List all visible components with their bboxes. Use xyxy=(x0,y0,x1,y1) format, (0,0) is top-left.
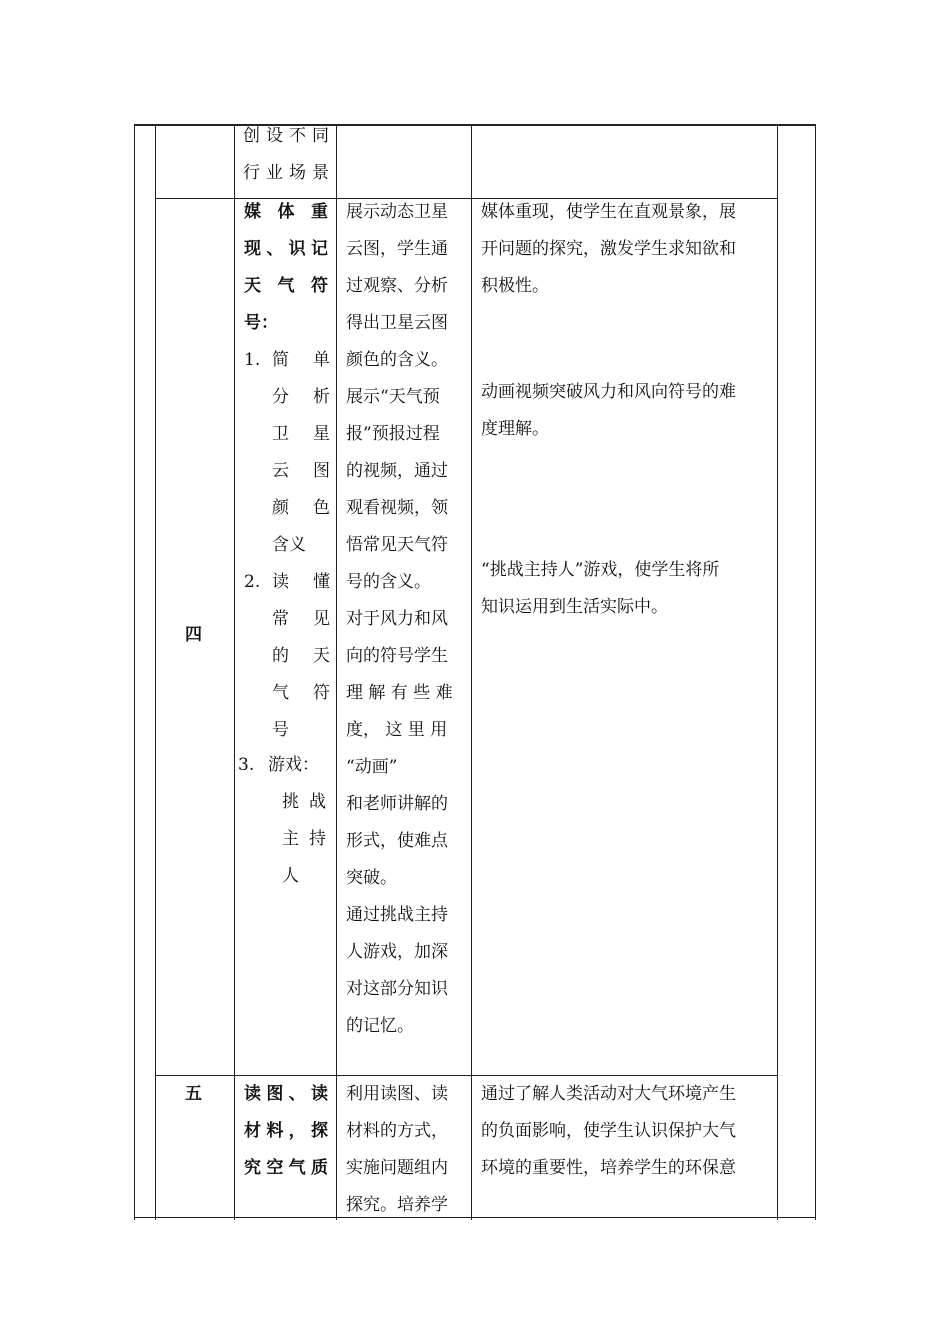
top-row-step-cell xyxy=(243,118,329,192)
table-bottom-border xyxy=(134,1217,816,1218)
activity-line: 报”预报过程 xyxy=(346,424,440,444)
row-4-number: 四 xyxy=(185,625,202,645)
row-5-activity xyxy=(346,1076,464,1224)
item-marker: 1. xyxy=(244,350,261,370)
activity-line: 利用读图、读 xyxy=(346,1084,448,1104)
activity-line: 通过挑战主持 xyxy=(346,905,448,925)
activity-line: 的视频，通过 xyxy=(346,461,448,481)
table-top-border xyxy=(134,124,816,126)
item-line: 气 符 xyxy=(272,683,330,703)
activity-line: 观看视频，领 xyxy=(346,498,448,518)
activity-line: 形式，使难点 xyxy=(346,831,448,851)
intent-line: “挑战主持人”游戏，使学生将所 xyxy=(481,560,720,580)
intent-line: 通过了解人类活动对大气环境产生 xyxy=(481,1084,736,1104)
item-marker: 2. xyxy=(244,572,261,592)
step-line: 行 业 场 景 xyxy=(243,163,329,183)
row-4-title xyxy=(244,194,328,342)
intent-line: 环境的重要性，培养学生的环保意 xyxy=(481,1158,736,1178)
activity-line: 理 解 有 些 难 xyxy=(346,683,453,703)
intent-line: 度理解。 xyxy=(481,419,549,439)
row-5-title xyxy=(244,1076,328,1187)
activity-line: 得出卫星云图 xyxy=(346,313,448,333)
activity-line: 和老师讲解的 xyxy=(346,794,448,814)
activity-line: 对于风力和风 xyxy=(346,609,448,629)
title-line: 媒 体 重 xyxy=(244,202,328,222)
row-4-activity xyxy=(346,194,464,1045)
item-line: 号 xyxy=(272,720,289,740)
activity-line: 云图，学生通 xyxy=(346,239,448,259)
intent-line: 积极性。 xyxy=(481,276,549,296)
item-line: 主 持 xyxy=(282,829,326,849)
activity-line: “动画” xyxy=(346,757,398,777)
activity-line: 人游戏，加深 xyxy=(346,942,448,962)
item-marker: 3. xyxy=(238,755,255,775)
row-4-item-1 xyxy=(244,342,330,564)
activity-line: 突破。 xyxy=(346,868,397,888)
table-column-divider xyxy=(234,124,235,1220)
table-column-divider xyxy=(336,124,337,1220)
activity-line: 颜色的含义。 xyxy=(346,350,448,370)
activity-line: 对这部分知识 xyxy=(346,979,448,999)
title-line: 号： xyxy=(244,313,278,333)
item-line: 游戏： xyxy=(268,755,319,775)
intent-line: 知识运用到生活实际中。 xyxy=(481,597,668,617)
item-line: 颜 色 xyxy=(272,498,330,518)
activity-line: 展示“天气预 xyxy=(346,387,440,407)
row-4-intent-paragraph-2 xyxy=(481,374,771,448)
title-line: 读 图 、 读 xyxy=(244,1084,328,1104)
activity-line: 的记忆。 xyxy=(346,1016,414,1036)
table-border-inner-left xyxy=(155,124,156,1220)
activity-line: 号的含义。 xyxy=(346,572,431,592)
title-line: 究 空 气 质 xyxy=(244,1158,328,1178)
activity-line: 探究。培养学 xyxy=(346,1195,448,1215)
table-column-divider xyxy=(471,124,472,1220)
title-line: 天 气 符 xyxy=(244,276,328,296)
activity-line: 向的符号学生 xyxy=(346,646,448,666)
row-5-intent xyxy=(481,1076,771,1187)
activity-line: 展示动态卫星 xyxy=(346,202,448,222)
item-line: 分 析 xyxy=(272,387,330,407)
item-line: 简 单 xyxy=(272,350,330,370)
table-border-inner-right xyxy=(777,124,778,1220)
item-line: 挑 战 xyxy=(282,792,326,812)
intent-line: 开问题的探究，激发学生求知欲和 xyxy=(481,239,736,259)
item-line: 的 天 xyxy=(272,646,330,666)
activity-line: 悟常见天气符 xyxy=(346,535,448,555)
item-line: 卫 星 xyxy=(272,424,330,444)
item-line: 云 图 xyxy=(272,461,330,481)
row-4-item-2 xyxy=(244,564,330,749)
row-5-number: 五 xyxy=(185,1084,202,1104)
activity-line: 实施问题组内 xyxy=(346,1158,448,1178)
item-line: 常 见 xyxy=(272,609,330,629)
step-line: 创 设 不 同 xyxy=(243,126,329,146)
row-4-item-3 xyxy=(238,747,330,895)
table-border-outer-left xyxy=(134,124,135,1220)
intent-line: 动画视频突破风力和风向符号的难 xyxy=(481,382,736,402)
intent-line: 的负面影响，使学生认识保护大气 xyxy=(481,1121,736,1141)
item-line: 读 懂 xyxy=(272,572,330,592)
item-line: 人 xyxy=(282,866,299,886)
table-border-outer-right xyxy=(815,124,816,1220)
activity-line: 度， 这 里 用 xyxy=(346,720,448,740)
activity-line: 材料的方式， xyxy=(346,1121,448,1141)
activity-line: 过观察、分析 xyxy=(346,276,448,296)
item-line: 含义 xyxy=(272,535,306,555)
row-4-intent-paragraph-1 xyxy=(481,194,771,305)
intent-line: 媒体重现，使学生在直观景象，展 xyxy=(481,202,736,222)
title-line: 材 料 ， 探 xyxy=(244,1121,328,1141)
row-4-intent-paragraph-3 xyxy=(481,552,771,626)
title-line: 现 、 识 记 xyxy=(244,239,328,259)
